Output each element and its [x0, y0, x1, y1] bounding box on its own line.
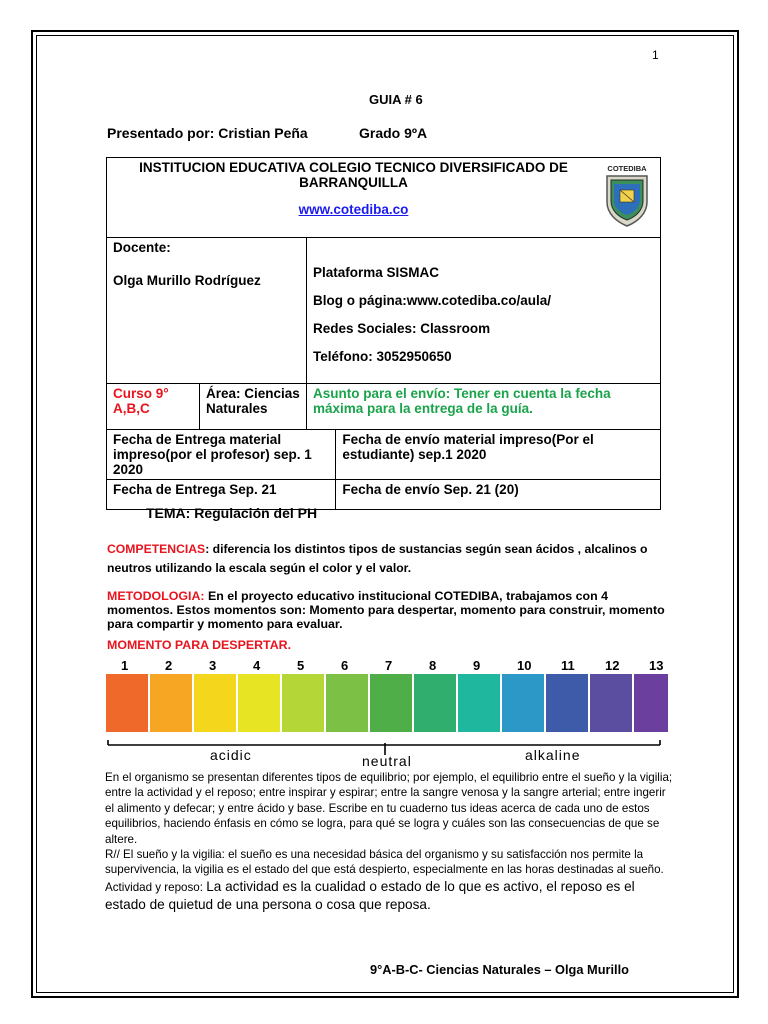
- ph-label-9: 9: [473, 658, 481, 673]
- ph-bar-7: [370, 674, 412, 732]
- institution-website-link[interactable]: www.cotediba.co: [298, 202, 409, 217]
- area-line2: Naturales: [206, 401, 268, 416]
- delivery-material-date: Fecha de Entrega material impreso(por el profesor) sep. 1 2020: [107, 430, 336, 480]
- ph-label-13: 13: [649, 658, 664, 673]
- body-paragraph-3: [105, 878, 675, 913]
- area-cell: [200, 384, 307, 430]
- ph-bar-2: [150, 674, 192, 732]
- institution-name-line2: BARRANQUILLA: [299, 175, 408, 190]
- ph-bar-12: [590, 674, 632, 732]
- metodologia-label: METODOLOGIA:: [107, 589, 205, 603]
- ph-label-6: 6: [341, 658, 349, 673]
- ph-label-alkaline: alkaline: [525, 747, 581, 763]
- ph-bar-6: [326, 674, 368, 732]
- body-paragraph-3-text: La actividad es la cualidad o estado de lo que es activo, el reposo es el estado de quietud de una persona o cosa que reposa.: [105, 878, 635, 912]
- ph-bar-3: [194, 674, 236, 732]
- ph-scale-chart: [100, 658, 668, 768]
- ph-label-1: 1: [121, 658, 129, 673]
- phone-number: Teléfono: 3052950650: [313, 349, 452, 364]
- grade: Grado 9ºA: [359, 125, 428, 141]
- platform-cell: [307, 238, 661, 384]
- platform-name: Plataforma SISMAC: [313, 265, 440, 280]
- ph-label-11: 11: [561, 658, 575, 673]
- delivery-date: Fecha de Entrega Sep. 21: [107, 480, 336, 510]
- body-paragraph-3-label: Actividad y reposo:: [105, 880, 207, 894]
- ph-bar-10: [502, 674, 544, 732]
- presented-by: Presentado por: Cristian Peña: [107, 125, 308, 141]
- metodologia-paragraph: [107, 589, 667, 631]
- body-paragraph-1: En el organismo se presentan diferentes tipos de equilibrio; por ejemplo, el equilibrio entre el sueño y la vigilia; entre la actividad y el reposo; entre inspirar y espirar; entre la sangre venosa y la sangre arterial; entre ingerir el alimento y defecar; y entre ácido y base. Escribe en tu cuaderno tus ideas acerca de cada uno de estos equilibrios, haciendo énfasis en cómo se logra, para qué se logra y cuáles son las consecuencias de que se altere.: [105, 771, 673, 846]
- ph-bar-8: [414, 674, 456, 732]
- ph-bar-9: [458, 674, 500, 732]
- guide-title: GUIA # 6: [369, 92, 423, 107]
- momento-heading: MOMENTO PARA DESPERTAR.: [107, 638, 292, 652]
- body-paragraph-2: R// El sueño y la vigilia: el sueño es una necesidad básica del organismo y su satisfacción nos permite la supervivencia, la vigilia es el estado del que está despierto, especialmente en las horas destinadas al sueño.: [105, 848, 664, 877]
- competencias-label: COMPETENCIAS: [107, 542, 206, 556]
- send-material-date: Fecha de envío material impreso(Por el estudiante) sep.1 2020: [336, 430, 661, 480]
- ph-bar-5: [282, 674, 324, 732]
- competencias-paragraph: [107, 540, 667, 578]
- institution-cell: [107, 158, 661, 238]
- ph-bar-13: [634, 674, 668, 732]
- cotediba-logo: [600, 162, 654, 228]
- social-networks: Redes Sociales: Classroom: [313, 321, 491, 336]
- ph-label-4: 4: [253, 658, 261, 673]
- course-line1: Curso 9°: [113, 386, 169, 401]
- body-text: [105, 770, 675, 913]
- ph-bar-11: [546, 674, 588, 732]
- teacher-name: Olga Murillo Rodríguez: [113, 273, 261, 288]
- ph-bar-4: [238, 674, 280, 732]
- ph-label-acidic: acidic: [210, 747, 252, 763]
- ph-label-5: 5: [297, 658, 305, 673]
- ph-label-7: 7: [385, 658, 393, 673]
- institution-name-line1: INSTITUCION EDUCATIVA COLEGIO TECNICO DIVERSIFICADO DE: [139, 160, 568, 175]
- blog-url: Blog o página:www.cotediba.co/aula/: [313, 293, 552, 308]
- area-line1: Área: Ciencias: [206, 386, 300, 401]
- send-date: Fecha de envío Sep. 21 (20): [336, 480, 661, 510]
- page-footer: 9°A-B-C- Ciencias Naturales – Olga Murillo: [370, 962, 629, 977]
- header-table: [106, 157, 661, 510]
- ph-label-2: 2: [165, 658, 173, 673]
- page-number: 1: [652, 48, 659, 62]
- ph-label-10: 10: [517, 658, 532, 673]
- ph-label-3: 3: [209, 658, 217, 673]
- course-cell: [107, 384, 200, 430]
- teacher-label: Docente:: [113, 240, 171, 255]
- topic-title: TEMA: Regulación del PH: [146, 505, 318, 521]
- ph-label-8: 8: [429, 658, 437, 673]
- teacher-cell: [107, 238, 307, 384]
- competencias-text: : diferencia los distintos tipos de sustancias según sean ácidos , alcalinos o neutros utilizando la escala según el color y el valor.: [107, 542, 648, 575]
- course-line2: A,B,C: [113, 401, 150, 416]
- ph-bar-1: [106, 674, 148, 732]
- subject-note: Asunto para el envío: Tener en cuenta la fecha máxima para la entrega de la guía.: [307, 384, 661, 430]
- logo-text: COTEDIBA: [607, 164, 647, 173]
- institution-name: [113, 160, 654, 190]
- ph-label-12: 12: [605, 658, 620, 673]
- ph-label-neutral: neutral: [362, 753, 412, 768]
- metodologia-text: En el proyecto educativo institucional COTEDIBA, trabajamos con 4 momentos. Estos momentos son: Momento para despertar, momento para construir, momento para compartir y momento para evaluar.: [107, 589, 665, 631]
